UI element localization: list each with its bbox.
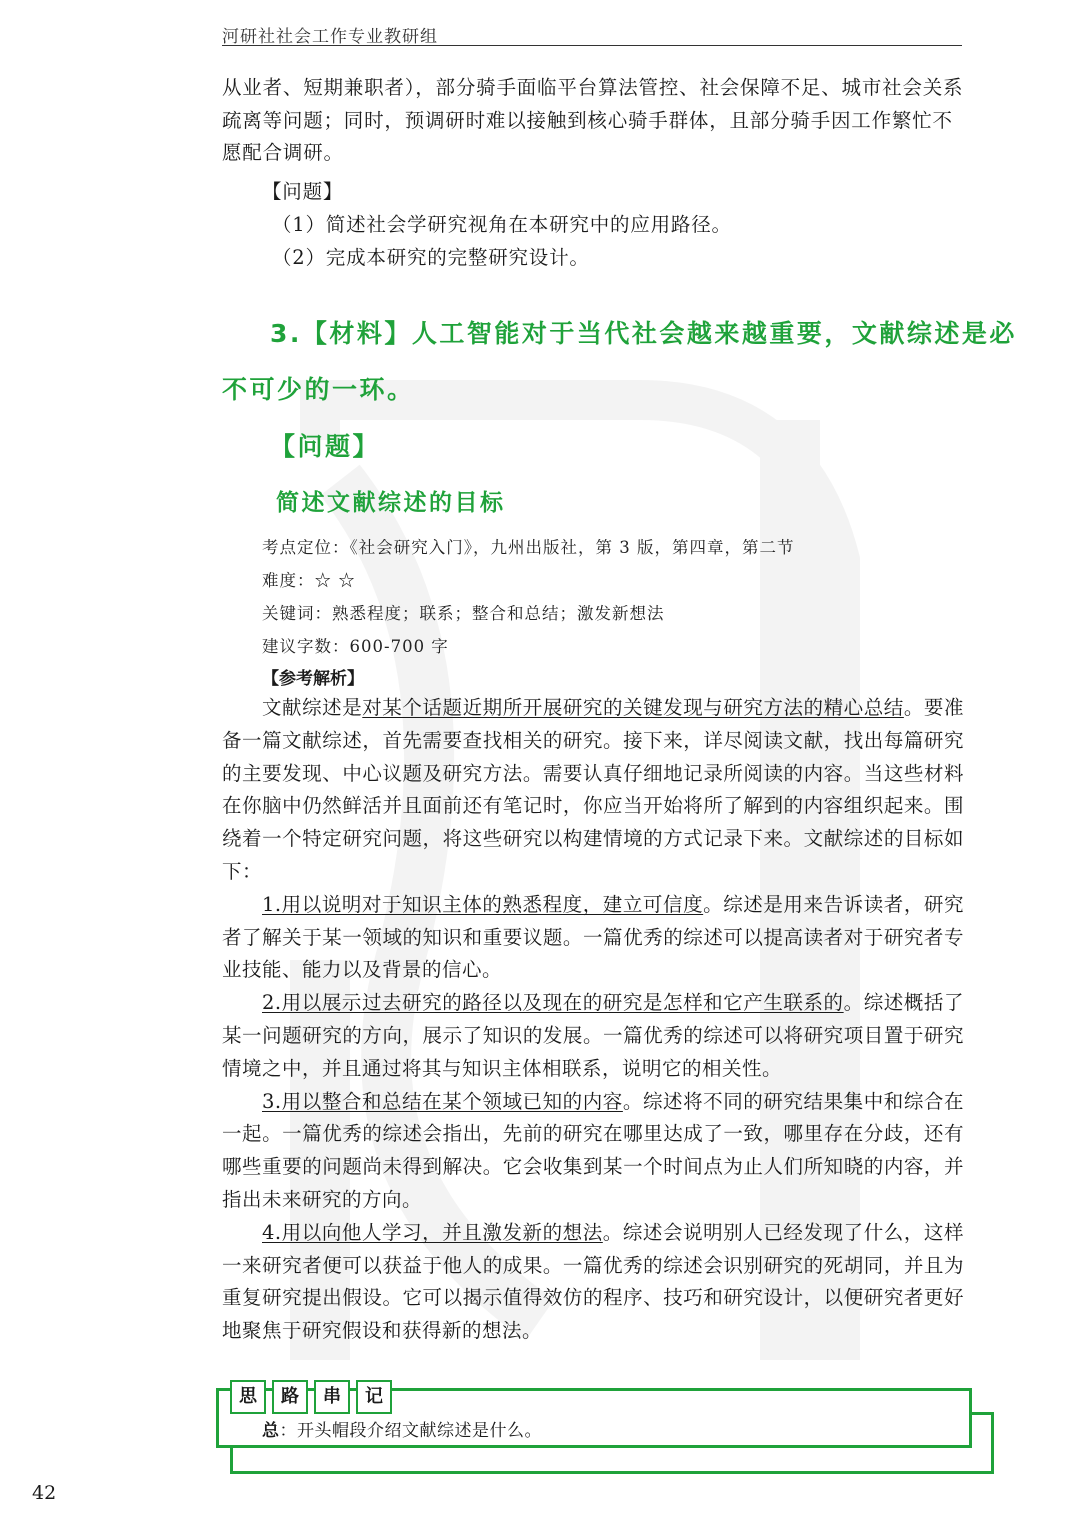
text-span: 。综述会说明别人已经发现了什么，这样一来研究者便可以获益于他人的成果。一篇优秀的综述会识别研究的死胡同，并且为重复研究提出假设。它可以揭示值得效仿的程序、技巧和研究设计，以便研究者更好地聚焦于研究假设和获得新的想法。 xyxy=(222,1220,964,1343)
underlined-key-phrase: 1.用以说明对于知识主体的熟悉程度，建立可信度 xyxy=(262,892,704,916)
reference-paragraph-1 xyxy=(222,889,964,987)
tag-ji: 记 xyxy=(356,1380,392,1414)
underlined-key-phrase: 4.用以向他人学习，并且激发新的想法 xyxy=(262,1220,603,1244)
reference-paragraph-intro xyxy=(222,692,964,889)
tag-lu: 路 xyxy=(272,1380,308,1414)
reference-paragraph-3 xyxy=(222,1086,964,1217)
item3-title-line1: 3.【材料】人工智能对于当代社会越来越重要，文献综述是必 xyxy=(270,319,1017,348)
question-label: 【问题】 xyxy=(262,180,344,203)
text-span: 。综述将不同的研究结果集中和综合在一起。一篇优秀的综述会指出，先前的研究在哪里达成了一致，哪里存在分歧，还有哪些重要的问题尚未得到解决。它会收集到某一个时间点为止人们所知晓的内容，并指出未来研究的方向。 xyxy=(222,1089,964,1211)
meta-word-count: 建议字数：600-700 字 xyxy=(262,637,449,656)
running-header: 河研社社会工作专业教研组 xyxy=(222,27,438,47)
thinking-box-text xyxy=(262,1416,542,1441)
tag-chuan: 串 xyxy=(314,1380,350,1414)
question-1: （1）简述社会学研究视角在本研究中的应用路径。 xyxy=(272,213,732,236)
thinking-box-lead: 总 xyxy=(262,1421,280,1441)
tag-si: 思 xyxy=(230,1380,266,1414)
meta-difficulty: 难度：☆ ☆ xyxy=(262,571,356,590)
thinking-box-content: ：开头帽段介绍文献综述是什么。 xyxy=(279,1421,542,1441)
text-span: 文献综述是 xyxy=(262,696,363,719)
reference-label: 【参考解析】 xyxy=(262,669,364,689)
reference-paragraph-2 xyxy=(222,987,964,1085)
meta-location: 考点定位：《社会研究入门》，九州出版社，第 3 版，第四章，第二节 xyxy=(262,538,795,557)
underlined-key-phrase: 3.用以整合和总结在某个领域已知的内容 xyxy=(262,1089,623,1113)
intro-paragraph: 从业者、短期兼职者），部分骑手面临平台算法管控、社会保障不足、城市社会关系疏离等问题；同时，预调研时难以接触到核心骑手群体，且部分骑手因工作繁忙不愿配合调研。 xyxy=(222,76,964,164)
item3-question-text: 简述文献综述的目标 xyxy=(276,490,506,516)
meta-keywords: 关键词：熟悉程度；联系；整合和总结；激发新想法 xyxy=(262,604,665,623)
text-span: 。综述是用来告诉读者，研究者了解关于某一领域的知识和重要议题。一篇优秀的综述可以提高读者对于研究者专业技能、能力以及背景的信心。 xyxy=(222,892,964,982)
underlined-key-phrase: 2.用以展示过去研究的路径以及现在的研究是怎样和它产生联系的 xyxy=(262,991,844,1015)
item3-question-label: 【问题】 xyxy=(270,432,381,461)
page-number: 42 xyxy=(32,1482,57,1504)
item3-title-line2: 不可少的一环。 xyxy=(222,375,415,404)
reference-body xyxy=(222,692,964,1348)
text-span: 。综述概括了某一问题研究的方向，展示了知识的发展。一篇优秀的综述可以将研究项目置于研究情境之中，并且通过将其与知识主体相联系，说明它的相关性。 xyxy=(222,991,964,1080)
text-span: 。要准备一篇文献综述，首先需要查找相关的研究。接下来，详尽阅读文献，找出每篇研究的主要发现、中心议题及研究方法。需要认真仔细地记录所阅读的内容。当这些材料在你脑中仍然鲜活并且面前还有笔记时，你应当开始将所了解到的内容组织起来。围绕着一个特定研究问题，将这些研究以构建情境的方式记录下来。文献综述的目标如下： xyxy=(222,696,964,883)
question-2: （2）完成本研究的完整研究设计。 xyxy=(272,246,590,269)
reference-paragraph-4 xyxy=(222,1217,964,1348)
header-rule xyxy=(222,45,962,46)
underlined-key-phrase: 对某个话题近期所开展研究的关键发现与研究方法的精心总结 xyxy=(362,696,904,719)
